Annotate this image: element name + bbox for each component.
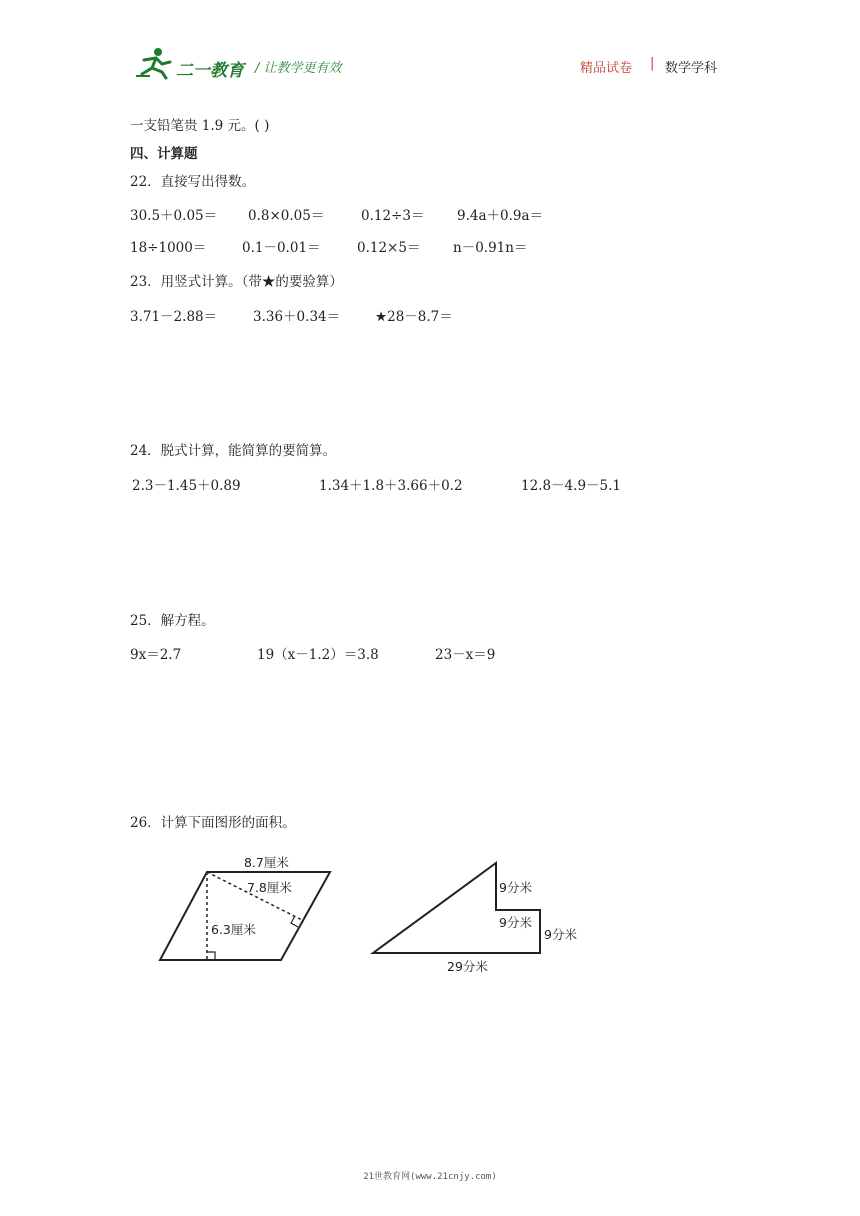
q22-item: 0.12×5＝ — [357, 240, 421, 256]
q22-item: 0.1－0.01＝ — [242, 240, 321, 256]
q23-item: 3.71－2.88＝ — [130, 309, 218, 325]
label-diag: 7.8厘米 — [247, 880, 292, 895]
label-mid: 9分米 — [499, 915, 532, 930]
label-top: 8.7厘米 — [244, 855, 289, 870]
label-height: 6.3厘米 — [211, 922, 256, 937]
q24-item: 1.34＋1.8＋3.66＋0.2 — [319, 478, 463, 494]
parallelogram-figure — [150, 845, 350, 970]
q22-item: 30.5＋0.05＝ — [130, 208, 218, 224]
q24-item: 12.8－4.9－5.1 — [521, 478, 621, 494]
q25-item: 19（x－1.2）＝3.8 — [257, 647, 379, 663]
q23-item: 3.36＋0.34＝ — [253, 309, 341, 325]
q26-title: 26．计算下面图形的面积。 — [130, 815, 296, 831]
label-upper: 9分米 — [499, 880, 532, 895]
label-bottom: 29分米 — [447, 959, 488, 974]
logo-text: 二一教育 — [176, 61, 244, 81]
runner-logo-icon — [136, 46, 176, 80]
header-label-exam: 精品试卷 — [580, 61, 633, 76]
label-right: 9分米 — [544, 927, 577, 942]
q22-item: 0.8×0.05＝ — [248, 208, 325, 224]
footer: 21世教育网(www.21cnjy.com) — [363, 1172, 497, 1182]
q23-item: ★28－8.7＝ — [375, 309, 453, 325]
q25-item: 23－x＝9 — [435, 647, 496, 663]
parallelogram-shape — [160, 872, 330, 960]
q22-title: 22．直接写出得数。 — [130, 174, 256, 190]
right-angle-mark — [291, 916, 298, 927]
q24-item: 2.3－1.45＋0.89 — [132, 478, 241, 494]
q23-title: 23．用竖式计算。（带★的要验算） — [130, 274, 343, 290]
header-slogan: / 让教学更有效 — [255, 61, 342, 76]
right-angle-mark — [207, 952, 215, 960]
header-label-subject: 数学学科 — [665, 61, 718, 76]
q24-title: 24．脱式计算，能简算的要简算。 — [130, 443, 337, 459]
q25-item: 9x＝2.7 — [130, 647, 182, 663]
header-separator: | — [650, 56, 655, 71]
q22-item: n－0.91n＝ — [453, 240, 528, 256]
section4-title: 四、计算题 — [130, 146, 198, 162]
composite-figure — [365, 855, 595, 980]
q22-item: 18÷1000＝ — [130, 240, 207, 256]
composite-shape — [373, 863, 540, 953]
q22-item: 0.12÷3＝ — [361, 208, 425, 224]
top-line: 一支铅笔贵 1.9 元。( ) — [130, 118, 270, 134]
q25-title: 25．解方程。 — [130, 613, 215, 629]
q22-item: 9.4a＋0.9a＝ — [457, 208, 544, 224]
